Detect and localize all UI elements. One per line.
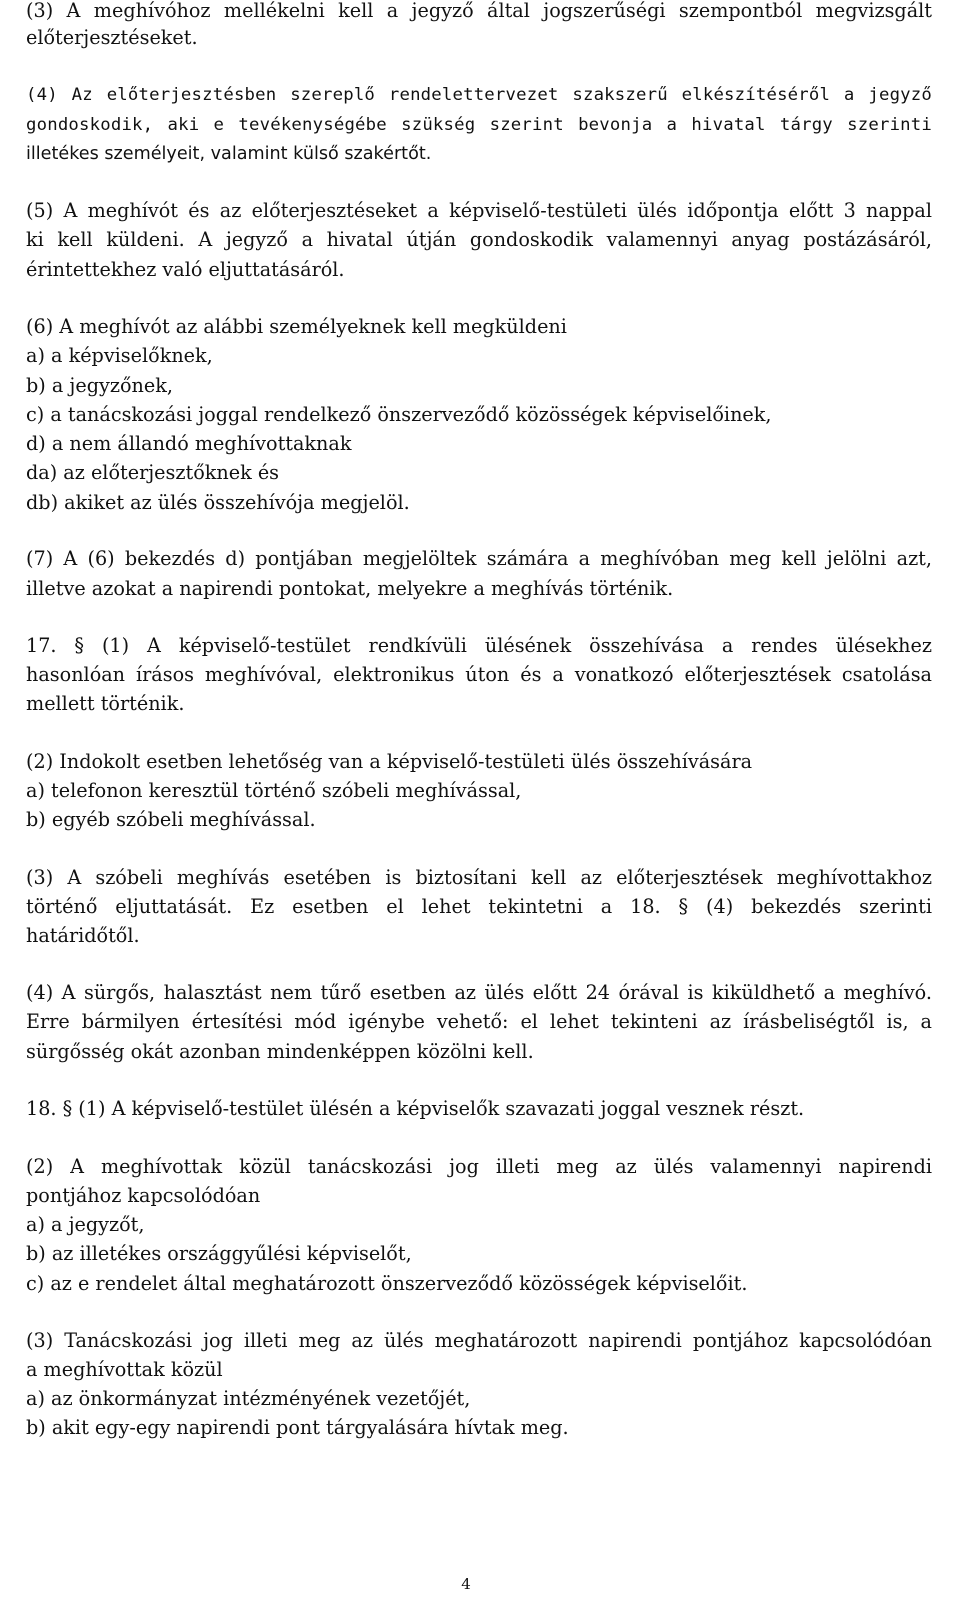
text-line: érintettekhez való eljuttatásáról. bbox=[26, 258, 345, 281]
text-line: történő eljuttatását. Ez esetben el lehet tekintetni a 18. § (4) bekezdés szerinti bbox=[26, 895, 932, 918]
text-line: a meghívottak közül bbox=[26, 1358, 223, 1381]
text-line: pontjához kapcsolódóan bbox=[26, 1184, 261, 1207]
text-line: a) a képviselőknek, bbox=[26, 344, 213, 367]
text-line: c) az e rendelet által meghatározott önszerveződő közösségek képviselőit. bbox=[26, 1272, 748, 1295]
page-number: 4 bbox=[461, 1575, 471, 1593]
text-line: b) az illetékes országgyűlési képviselőt, bbox=[26, 1242, 412, 1265]
text-line: (5) A meghívót és az előterjesztéseket a képviselő-testületi ülés időpontja előtt 3 nappal bbox=[26, 199, 932, 222]
text-line: b) a jegyzőnek, bbox=[26, 374, 173, 397]
text-line: (7) A (6) bekezdés d) pontjában megjelöltek számára a meghívóban meg kell jelölni azt, bbox=[26, 547, 932, 570]
text-line: (2) A meghívottak közül tanácskozási jog illeti meg az ülés valamennyi napirendi bbox=[26, 1155, 932, 1178]
text-line: (2) Indokolt esetben lehetőség van a képviselő-testületi ülés összehívására bbox=[26, 750, 753, 773]
text-line: határidőtől. bbox=[26, 924, 140, 947]
text-line: db) akiket az ülés összehívója megjelöl. bbox=[26, 491, 410, 514]
text-line: (4) A sürgős, halasztást nem tűrő esetben az ülés előtt 24 órával is kiküldhető a meghívó. bbox=[26, 981, 932, 1004]
text-line: ki kell küldeni. A jegyző a hivatal útján gondoskodik valamennyi anyag postázásáról, bbox=[26, 228, 932, 251]
text-line: (3) A szóbeli meghívás esetében is biztosítani kell az előterjesztések meghívottakhoz bbox=[26, 866, 932, 889]
text-line: (6) A meghívót az alábbi személyeknek kell megküldeni bbox=[26, 315, 567, 338]
text-line: d) a nem állandó meghívottaknak bbox=[26, 432, 352, 455]
text-line: 17. § (1) A képviselő-testület rendkívüli ülésének összehívása a rendes ülésekhez bbox=[26, 634, 932, 657]
text-line: Erre bármilyen értesítési mód igénybe vehető: el lehet tekinteni az írásbeliségtől is, a bbox=[26, 1010, 932, 1033]
text-line: a) az önkormányzat intézményének vezetőjét, bbox=[26, 1387, 471, 1410]
text-line: (4) Az előterjesztésben szereplő rendelettervezet szakszerű elkészítéséről a jegyző bbox=[26, 85, 932, 105]
text-line: gondoskodik, aki e tevékenységébe szükség szerint bevonja a hivatal tárgy szerinti bbox=[26, 115, 932, 135]
text-line: c) a tanácskozási joggal rendelkező önszerveződő közösségek képviselőinek, bbox=[26, 403, 772, 426]
text-line: illetékes személyeit, valamint külső szakértőt. bbox=[26, 144, 432, 164]
text-line: mellett történik. bbox=[26, 692, 185, 715]
text-line: (3) Tanácskozási jog illeti meg az ülés meghatározott napirendi pontjához kapcsolódóan bbox=[26, 1329, 932, 1352]
text-line: hasonlóan írásos meghívóval, elektronikus úton és a vonatkozó előterjesztések csatolása bbox=[26, 663, 932, 686]
text-line: a) a jegyzőt, bbox=[26, 1213, 145, 1236]
text-line: b) akit egy-egy napirendi pont tárgyalására hívtak meg. bbox=[26, 1416, 569, 1439]
text-line: 18. § (1) A képviselő-testület ülésén a képviselők szavazati joggal vesznek részt. bbox=[26, 1097, 805, 1120]
text-line: a) telefonon keresztül történő szóbeli meghívással, bbox=[26, 779, 522, 802]
text-line: b) egyéb szóbeli meghívással. bbox=[26, 808, 316, 831]
text-line: illetve azokat a napirendi pontokat, melyekre a meghívás történik. bbox=[26, 577, 674, 600]
text-line: (3) A meghívóhoz mellékelni kell a jegyző által jogszerűségi szempontból megvizsgált bbox=[26, 0, 932, 22]
text-line: sürgősség okát azonban mindenképpen közölni kell. bbox=[26, 1040, 534, 1063]
text-line: da) az előterjesztőknek és bbox=[26, 461, 280, 484]
text-line: előterjesztéseket. bbox=[26, 26, 198, 49]
document-page bbox=[26, 0, 932, 1612]
